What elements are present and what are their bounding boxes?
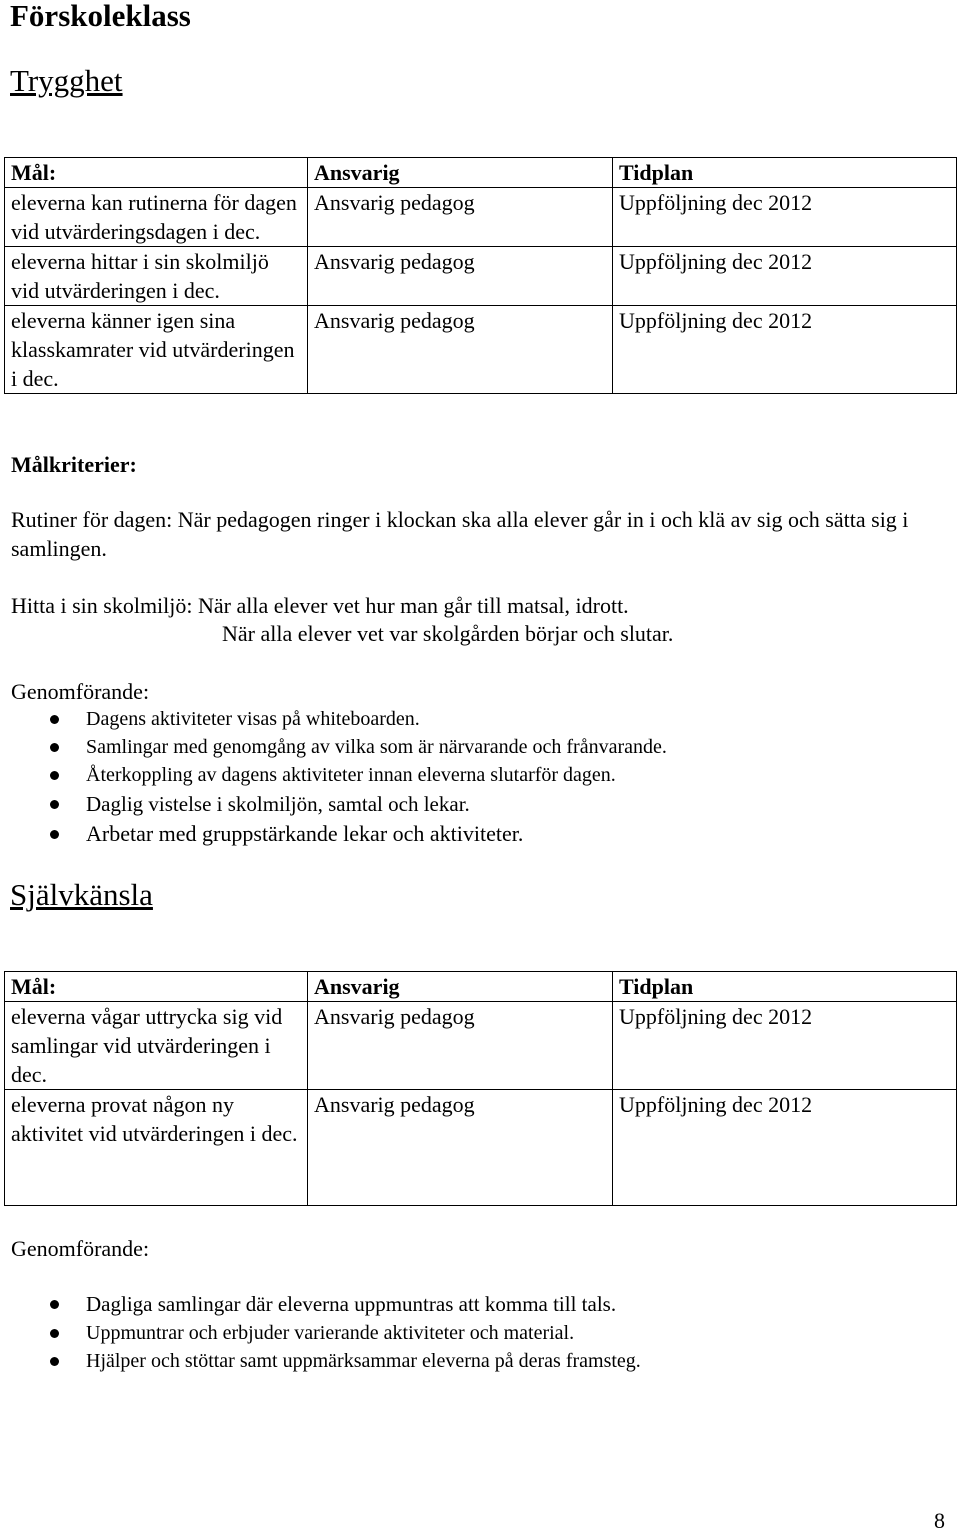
list-item: Samlingar med genomgång av vilka som är närvarande och frånvarande. — [0, 733, 667, 761]
responsible-cell: Ansvarig pedagog — [308, 1090, 613, 1206]
table-row — [5, 306, 957, 394]
bullet-icon — [50, 830, 59, 839]
list-item: Hjälper och stöttar samt uppmärksammar eleverna på deras framsteg. — [0, 1347, 641, 1375]
implementation-label-sjalvkansla: Genomförande: — [11, 1236, 150, 1261]
goal-cell: eleverna känner igen sina klasskamrater vid utvärderingen i dec. — [5, 306, 308, 394]
implementation-list-trygghet — [0, 705, 667, 849]
list-item: Daglig vistelse i skolmiljön, samtal och lekar. — [0, 789, 667, 819]
list-item: Arbetar med gruppstärkande lekar och aktiviteter. — [0, 819, 667, 849]
responsible-cell: Ansvarig pedagog — [308, 1002, 613, 1090]
bullet-icon — [50, 1300, 59, 1309]
section-heading-sjalvkansla: Självkänsla — [10, 877, 153, 912]
schedule-cell: Uppföljning dec 2012 — [613, 1090, 957, 1206]
schedule-cell: Uppföljning dec 2012 — [613, 247, 957, 306]
responsible-cell: Ansvarig pedagog — [308, 247, 613, 306]
bullet-icon — [50, 715, 59, 724]
responsible-cell: Ansvarig pedagog — [308, 188, 613, 247]
goal-cell: eleverna kan rutinerna för dagen vid utvärderingsdagen i dec. — [5, 188, 308, 247]
table-header-row — [5, 158, 957, 188]
table-row — [5, 247, 957, 306]
bullet-icon — [50, 1329, 59, 1338]
criteria-routines-text: Rutiner för dagen: När pedagogen ringer i klockan ska alla elever går in i och klä av sig och sätta sig i samlingen. — [11, 507, 909, 561]
goals-table-trygghet — [4, 157, 957, 394]
goal-cell: eleverna hittar i sin skolmiljö vid utvärderingen i dec. — [5, 247, 308, 306]
schedule-cell: Uppföljning dec 2012 — [613, 1002, 957, 1090]
responsible-cell: Ansvarig pedagog — [308, 306, 613, 394]
implementation-label-trygghet: Genomförande: — [11, 679, 150, 704]
criteria-find-line-2: När alla elever vet var skolgården börjar och slutar. — [222, 621, 674, 646]
goal-cell: eleverna vågar uttrycka sig vid samlingar vid utvärderingen i dec. — [5, 1002, 308, 1090]
goal-cell: eleverna provat någon ny aktivitet vid utvärderingen i dec. — [5, 1090, 308, 1206]
document-title: Förskoleklass — [10, 0, 191, 33]
implementation-list-sjalvkansla — [0, 1290, 641, 1375]
criteria-find-line-1: Hitta i sin skolmiljö: När alla elever vet hur man går till matsal, idrott. — [11, 593, 629, 618]
table-row — [5, 188, 957, 247]
table-header-row — [5, 972, 957, 1002]
list-item: Återkoppling av dagens aktiviteter innan eleverna slutarför dagen. — [0, 761, 667, 789]
header-responsible: Ansvarig — [308, 972, 613, 1002]
goals-table-sjalvkansla — [4, 971, 957, 1206]
table-row — [5, 1002, 957, 1090]
section-heading-trygghet: Trygghet — [10, 63, 123, 98]
header-schedule: Tidplan — [613, 972, 957, 1002]
schedule-cell: Uppföljning dec 2012 — [613, 306, 957, 394]
header-responsible: Ansvarig — [308, 158, 613, 188]
header-goal: Mål: — [5, 972, 308, 1002]
schedule-cell: Uppföljning dec 2012 — [613, 188, 957, 247]
page-number: 8 — [934, 1508, 945, 1533]
bullet-icon — [50, 771, 59, 780]
header-schedule: Tidplan — [613, 158, 957, 188]
bullet-icon — [50, 800, 59, 809]
table-row — [5, 1090, 957, 1206]
list-item: Dagens aktiviteter visas på whiteboarden. — [0, 705, 667, 733]
criteria-label: Målkriterier: — [11, 452, 137, 477]
header-goal: Mål: — [5, 158, 308, 188]
bullet-icon — [50, 743, 59, 752]
list-item: Uppmuntrar och erbjuder varierande aktiviteter och material. — [0, 1319, 641, 1347]
list-item: Dagliga samlingar där eleverna uppmuntras att komma till tals. — [0, 1290, 641, 1319]
bullet-icon — [50, 1357, 59, 1366]
